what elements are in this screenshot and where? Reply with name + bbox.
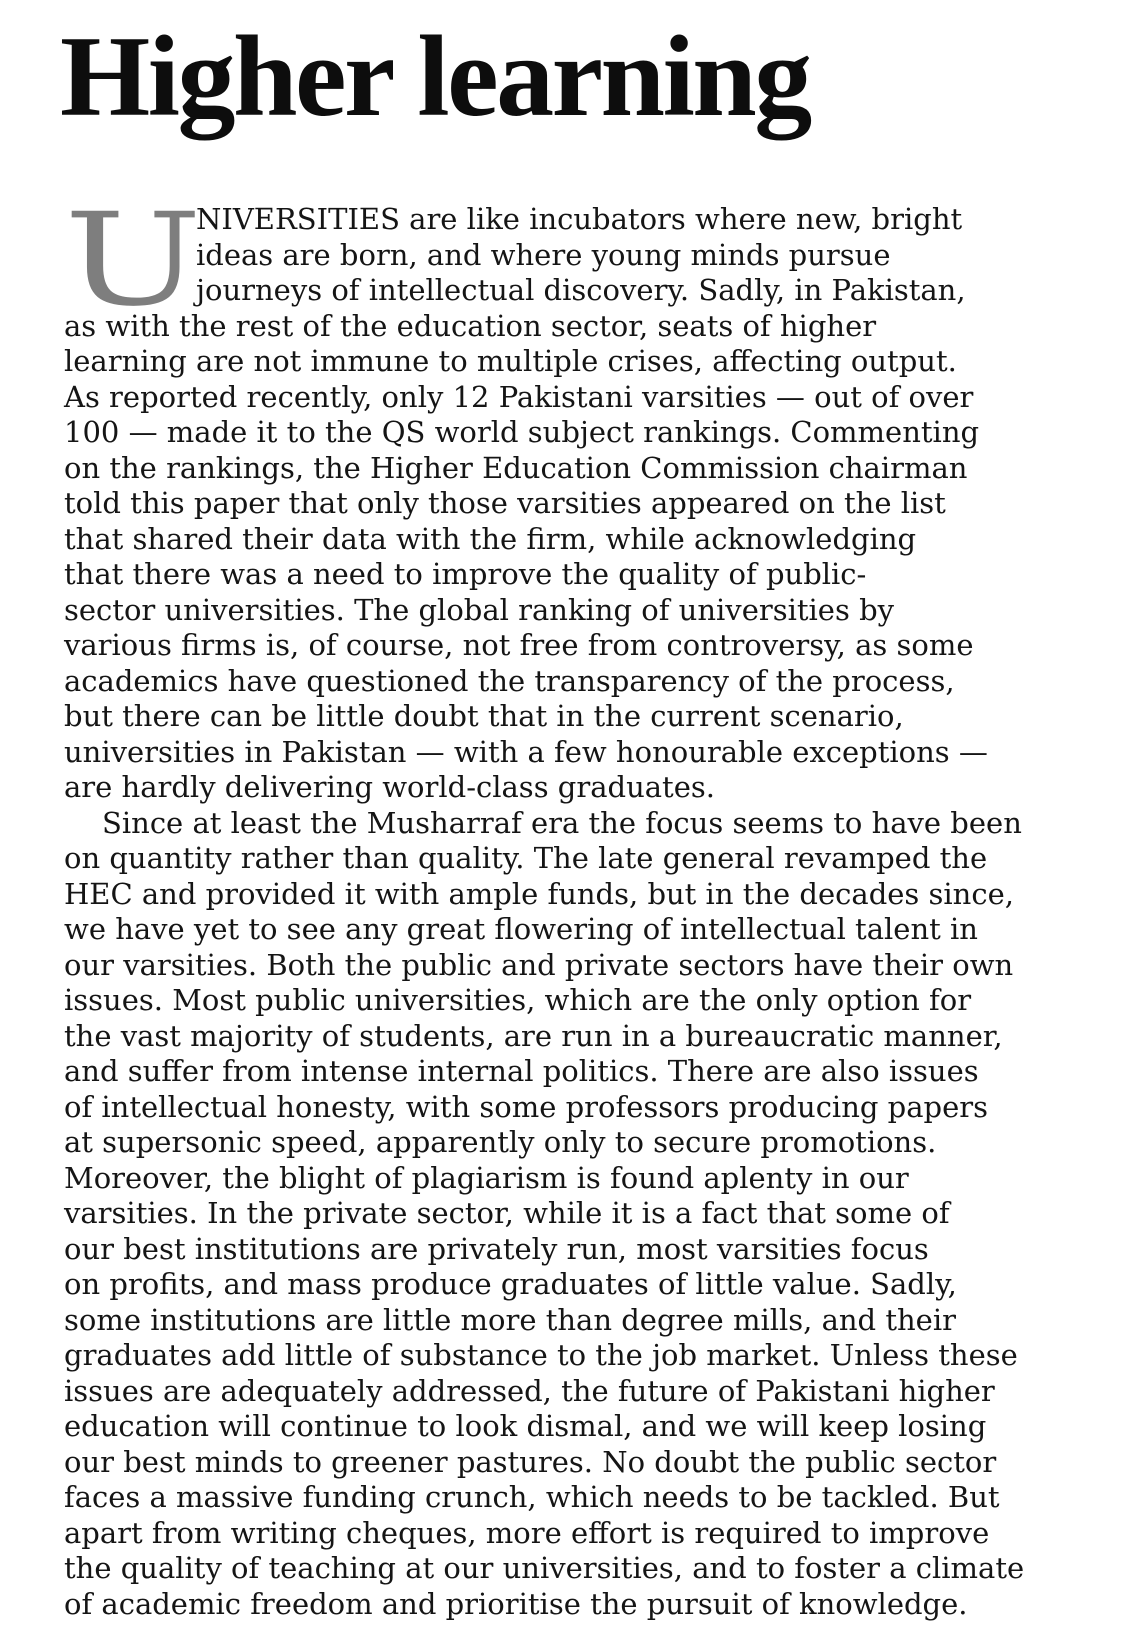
text-line: that there was a need to improve the quality of public-: [64, 557, 867, 591]
text-line: Moreover, the blight of plagiarism is found aplenty in our: [64, 1160, 909, 1195]
text-line: but there can be little doubt that in the current scenario,: [64, 699, 904, 733]
text-line: various firms is, of course, not free from controversy, as some: [64, 628, 974, 662]
text-line: and suffer from intense internal politics. There are also issues: [64, 1054, 979, 1088]
text-line: some institutions are little more than degree mills, and their: [64, 1302, 956, 1337]
text-line: are hardly delivering world-class graduates.: [64, 770, 715, 804]
article-body: [64, 186, 1111, 1622]
text-line: learning are not immune to multiple crises, affecting output.: [64, 344, 957, 378]
text-line: apart from writing cheques, more effort is required to improve: [64, 1515, 990, 1550]
text-line: NIVERSITIES are like incubators where new, bright: [196, 202, 963, 236]
text-line: 100 — made it to the QS world subject rankings. Commenting: [64, 415, 980, 449]
text-line: that shared their data with the firm, while acknowledging: [64, 521, 917, 556]
text-line: HEC and provided it with ample funds, but in the decades since,: [64, 876, 1014, 911]
paragraph-1: [64, 202, 1111, 806]
text-line: the vast majority of students, are run in a bureaucratic manner,: [64, 1018, 1003, 1053]
text-line: sector universities. The global ranking of universities by: [64, 592, 895, 627]
text-line: Since at least the Musharraf era the focus seems to have been: [102, 805, 1022, 840]
paragraph-2: [64, 806, 1111, 1623]
text-line: varsities. In the private sector, while it is a fact that some of: [64, 1196, 950, 1230]
text-line: told this paper that only those varsities appeared on the list: [64, 486, 946, 520]
text-line: of academic freedom and prioritise the pursuit of knowledge.: [64, 1586, 968, 1621]
text-line: graduates add little of substance to the job market. Unless these: [64, 1338, 1018, 1372]
text-line: our best institutions are privately run, most varsities focus: [64, 1231, 929, 1266]
text-line: our varsities. Both the public and private sectors have their own: [64, 947, 1014, 982]
text-line: education will continue to look dismal, and we will keep losing: [64, 1409, 987, 1443]
text-line: we have yet to see any great flowering of intellectual talent in: [64, 912, 978, 946]
text-line: universities in Pakistan — with a few honourable exceptions —: [64, 734, 988, 769]
text-line: on profits, and mass produce graduates of little value. Sadly,: [64, 1267, 957, 1301]
text-line: issues are adequately addressed, the future of Pakistani higher: [64, 1373, 995, 1408]
text-line: the quality of teaching at our universities, and to foster a climate: [64, 1551, 1025, 1585]
text-line: our best minds to greener pastures. No doubt the public sector: [64, 1444, 997, 1479]
headline: Higher learning: [60, 13, 810, 141]
text-line: on quantity rather than quality. The late general revamped the: [64, 841, 988, 875]
text-line: faces a massive funding crunch, which needs to be tackled. But: [64, 1480, 1000, 1514]
text-line: journeys of intellectual discovery. Sadly, in Pakistan,: [196, 273, 966, 307]
text-line: as with the rest of the education sector, seats of higher: [64, 308, 877, 343]
text-line: at supersonic speed, apparently only to secure promotions.: [64, 1125, 937, 1159]
text-line: on the rankings, the Higher Education Commission chairman: [64, 450, 968, 485]
text-line: of intellectual honesty, with some professors producing papers: [64, 1089, 988, 1124]
text-line: academics have questioned the transparency of the process,: [64, 663, 955, 698]
text-line: As reported recently, only 12 Pakistani varsities — out of over: [64, 379, 974, 414]
text-line: ideas are born, and where young minds pursue: [196, 237, 891, 272]
text-line: issues. Most public universities, which are the only option for: [64, 983, 972, 1017]
drop-cap: U: [64, 186, 203, 335]
